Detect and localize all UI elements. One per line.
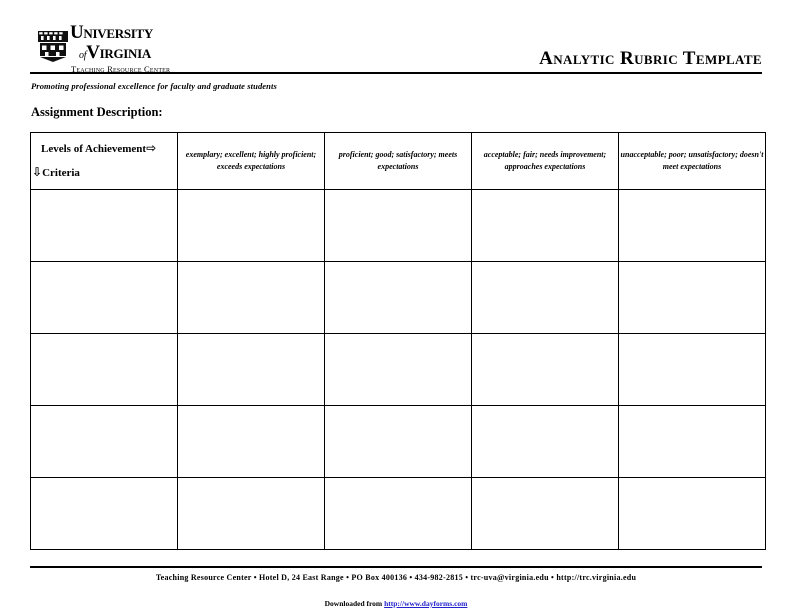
criteria-text: Criteria <box>42 167 80 179</box>
criteria-cell[interactable] <box>31 262 178 334</box>
table-row <box>31 478 766 550</box>
criteria-cell[interactable] <box>31 406 178 478</box>
level-header-2: proficient; good; satisfactory; meets expectations <box>325 133 472 190</box>
criteria-cell[interactable] <box>31 190 178 262</box>
logo-line-university: University <box>70 22 153 43</box>
rubric-cell[interactable] <box>325 334 472 406</box>
rubric-cell[interactable] <box>472 262 619 334</box>
footer-contact-info: Teaching Resource Center • Hotel D, 24 East Range • PO Box 400136 • 434-982-2815 • trc-uva@virginia.edu • http://trc.virginia.edu <box>155 573 637 582</box>
rubric-cell[interactable] <box>178 406 325 478</box>
rubric-cell[interactable] <box>472 406 619 478</box>
footer-divider <box>30 566 762 568</box>
table-row <box>31 190 766 262</box>
rubric-cell[interactable] <box>472 478 619 550</box>
level-header-3: acceptable; fair; needs improvement; approaches expectations <box>472 133 619 190</box>
table-row <box>31 406 766 478</box>
rubric-cell[interactable] <box>619 262 766 334</box>
levels-of-achievement-label <box>41 142 173 155</box>
assignment-description-label: Assignment Description: <box>31 105 163 119</box>
university-logo <box>30 22 210 74</box>
rubric-cell[interactable] <box>178 190 325 262</box>
table-row <box>31 334 766 406</box>
download-source-line <box>0 599 792 608</box>
rubric-cell[interactable] <box>619 190 766 262</box>
rubric-table <box>30 132 766 550</box>
download-source-link[interactable]: http://www.dayforms.com <box>384 599 468 608</box>
page-header <box>30 22 762 74</box>
levels-text: Levels of Achievement <box>41 143 147 155</box>
rubric-cell[interactable] <box>325 262 472 334</box>
rubric-cell[interactable] <box>325 478 472 550</box>
logo-wordmark <box>70 23 210 74</box>
table-row <box>31 262 766 334</box>
rubric-cell[interactable] <box>178 478 325 550</box>
rubric-cell[interactable] <box>619 406 766 478</box>
table-header-row <box>31 133 766 190</box>
criteria-cell[interactable] <box>31 334 178 406</box>
rubric-cell[interactable] <box>325 406 472 478</box>
shield-crest-icon <box>36 29 70 63</box>
criteria-cell[interactable] <box>31 478 178 550</box>
download-prefix-text: Downloaded from <box>324 599 385 608</box>
rubric-cell[interactable] <box>472 334 619 406</box>
level-header-1: exemplary; excellent; highly proficient; exceeds expectations <box>178 133 325 190</box>
right-arrow-icon: ⇨ <box>146 141 157 155</box>
rubric-cell[interactable] <box>619 478 766 550</box>
logo-virginia-text: Virginia <box>86 42 151 63</box>
header-divider <box>30 72 762 74</box>
rubric-cell[interactable] <box>325 190 472 262</box>
level-header-4: unacceptable; poor; unsatisfactory; doesn't meet expectations <box>619 133 766 190</box>
down-arrow-icon: ⇩ <box>32 165 43 179</box>
rubric-cell[interactable] <box>619 334 766 406</box>
logo-of-text: of <box>79 50 87 61</box>
rubric-cell[interactable] <box>178 334 325 406</box>
logo-subtitle: Teaching Resource Center <box>71 64 171 74</box>
criteria-label <box>32 166 162 179</box>
logo-line-virginia <box>79 43 210 62</box>
rubric-cell[interactable] <box>472 190 619 262</box>
tagline: Promoting professional excellence for faculty and graduate students <box>31 81 277 91</box>
rubric-cell[interactable] <box>178 262 325 334</box>
criteria-corner-cell <box>31 133 178 190</box>
page-title: Analytic Rubric Template <box>539 48 762 69</box>
